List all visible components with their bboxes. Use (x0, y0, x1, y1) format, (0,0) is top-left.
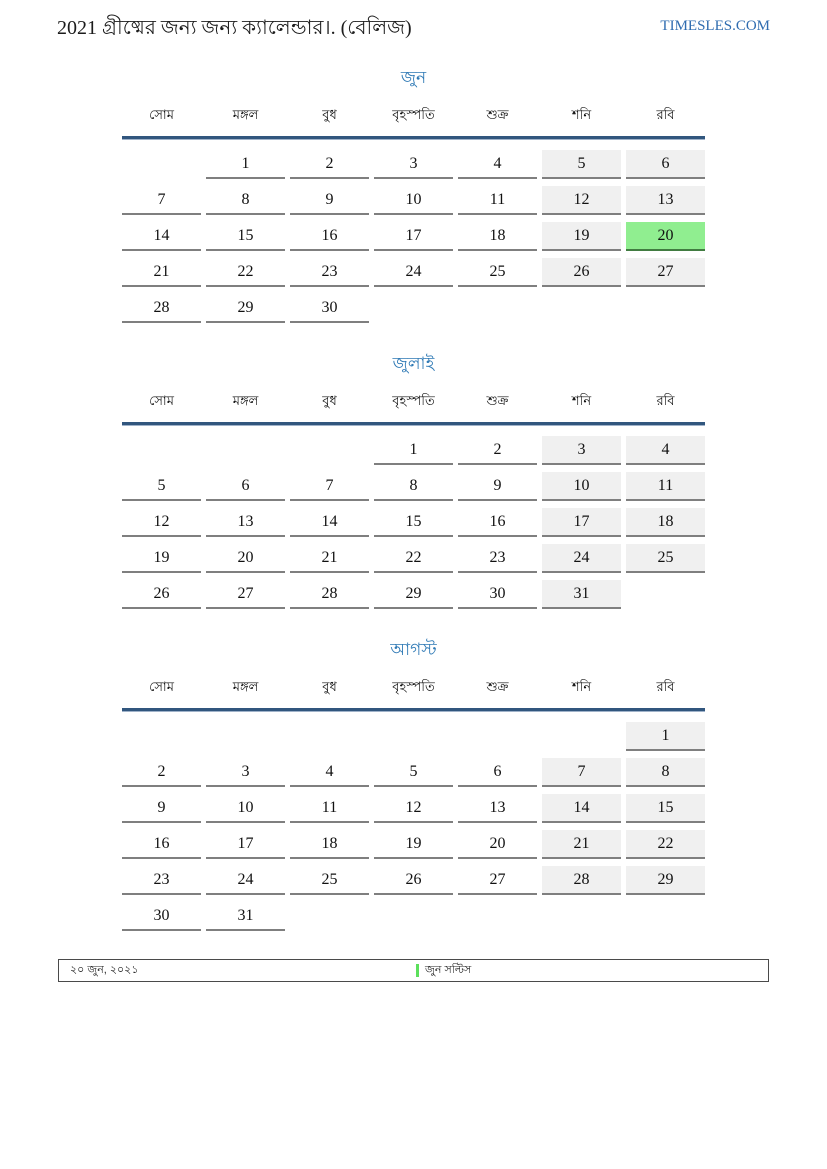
empty-cell (290, 436, 369, 465)
date-cell: 25 (626, 544, 705, 573)
weekday-label: শনি (571, 679, 592, 694)
empty-cell (374, 902, 453, 931)
weekday-header-august (122, 678, 705, 711)
date-cell: 7 (542, 758, 621, 787)
month-august (122, 637, 705, 931)
date-cell: 19 (374, 830, 453, 859)
date-cell: 24 (374, 258, 453, 287)
date-cell: 15 (626, 794, 705, 823)
date-cell: 23 (458, 544, 537, 573)
date-cell: 30 (458, 580, 537, 609)
weekday-label: রবি (656, 393, 675, 408)
weekday-label: শুক্র (486, 393, 509, 408)
date-cell: 16 (458, 508, 537, 537)
date-cell: 3 (206, 758, 285, 787)
date-cell: 17 (374, 222, 453, 251)
date-cell: 12 (374, 794, 453, 823)
date-cell: 2 (122, 758, 201, 787)
date-cell: 28 (290, 580, 369, 609)
empty-cell (290, 722, 369, 751)
weekday-header-june (122, 106, 705, 139)
weekday-label: রবি (656, 679, 675, 694)
date-cell: 16 (122, 830, 201, 859)
empty-cell (374, 722, 453, 751)
date-cell: 31 (206, 902, 285, 931)
date-cell: 19 (542, 222, 621, 251)
weekday-label: বুধ (322, 393, 337, 408)
event-marker (416, 964, 419, 977)
empty-cell (542, 294, 621, 323)
date-cell: 27 (206, 580, 285, 609)
date-cell: 29 (374, 580, 453, 609)
date-cell: 3 (374, 150, 453, 179)
calendar-months (0, 65, 827, 931)
date-cell: 21 (290, 544, 369, 573)
date-cell: 31 (542, 580, 621, 609)
date-cell: 27 (626, 258, 705, 287)
empty-cell (458, 902, 537, 931)
date-cell: 30 (290, 294, 369, 323)
date-cell: 6 (626, 150, 705, 179)
date-cell: 8 (626, 758, 705, 787)
daygrid-august (122, 722, 705, 931)
weekday-label: বৃহস্পতি (392, 679, 435, 694)
date-cell: 11 (290, 794, 369, 823)
date-cell: 14 (542, 794, 621, 823)
legend-bar (58, 959, 769, 982)
legend-date: ২০ জুন, ২০২১ (70, 964, 139, 976)
date-cell: 28 (542, 866, 621, 895)
site-link[interactable]: TIMESLES.COM (660, 18, 770, 34)
date-cell: 6 (458, 758, 537, 787)
date-cell: 25 (290, 866, 369, 895)
weekday-label: বুধ (322, 107, 337, 122)
date-cell: 5 (374, 758, 453, 787)
date-cell: 29 (626, 866, 705, 895)
date-cell: 20 (206, 544, 285, 573)
date-cell: 18 (458, 222, 537, 251)
month-june (122, 65, 705, 323)
date-cell: 11 (626, 472, 705, 501)
date-cell: 21 (122, 258, 201, 287)
date-cell: 27 (458, 866, 537, 895)
weekday-label: মঙ্গল (232, 107, 259, 122)
date-cell: 8 (374, 472, 453, 501)
month-title-august: আগস্ট (390, 640, 437, 659)
date-cell: 25 (458, 258, 537, 287)
empty-cell (122, 436, 201, 465)
date-cell: 26 (374, 866, 453, 895)
weekday-label: বৃহস্পতি (392, 107, 435, 122)
date-cell: 12 (122, 508, 201, 537)
weekday-label: শনি (571, 393, 592, 408)
date-cell: 10 (542, 472, 621, 501)
date-cell: 14 (122, 222, 201, 251)
date-cell: 10 (374, 186, 453, 215)
date-cell: 23 (290, 258, 369, 287)
date-cell: 21 (542, 830, 621, 859)
date-cell: 10 (206, 794, 285, 823)
today-cell: 20 (626, 222, 705, 251)
date-cell: 13 (458, 794, 537, 823)
date-cell: 24 (206, 866, 285, 895)
date-cell: 7 (122, 186, 201, 215)
weekday-label: সোম (149, 107, 174, 122)
date-cell: 18 (626, 508, 705, 537)
empty-cell (122, 722, 201, 751)
date-cell: 5 (122, 472, 201, 501)
month-title-july: জুলাই (392, 354, 435, 373)
date-cell: 29 (206, 294, 285, 323)
date-cell: 5 (542, 150, 621, 179)
date-cell: 22 (626, 830, 705, 859)
date-cell: 23 (122, 866, 201, 895)
date-cell: 13 (206, 508, 285, 537)
empty-cell (206, 436, 285, 465)
weekday-label: রবি (656, 107, 675, 122)
month-july (122, 351, 705, 609)
legend-event-label: জুন সল্টিস (425, 964, 472, 976)
empty-cell (206, 722, 285, 751)
daygrid-june (122, 150, 705, 323)
page-header (0, 0, 827, 41)
page-title: 2021 গ্রীষ্মের জন্য জন্য ক্যালেন্ডার।. (বেলিজ) (57, 17, 412, 39)
date-cell: 24 (542, 544, 621, 573)
empty-cell (542, 902, 621, 931)
date-cell: 26 (122, 580, 201, 609)
date-cell: 13 (626, 186, 705, 215)
date-cell: 22 (206, 258, 285, 287)
empty-cell (626, 580, 705, 609)
weekday-label: বৃহস্পতি (392, 393, 435, 408)
date-cell: 20 (458, 830, 537, 859)
date-cell: 1 (374, 436, 453, 465)
date-cell: 9 (122, 794, 201, 823)
empty-cell (458, 722, 537, 751)
date-cell: 17 (206, 830, 285, 859)
date-cell: 4 (626, 436, 705, 465)
date-cell: 16 (290, 222, 369, 251)
weekday-label: বুধ (322, 679, 337, 694)
date-cell: 4 (458, 150, 537, 179)
date-cell: 17 (542, 508, 621, 537)
date-cell: 26 (542, 258, 621, 287)
date-cell: 9 (290, 186, 369, 215)
weekday-label: সোম (149, 679, 174, 694)
date-cell: 15 (206, 222, 285, 251)
date-cell: 1 (206, 150, 285, 179)
weekday-label: শুক্র (486, 679, 509, 694)
empty-cell (542, 722, 621, 751)
date-cell: 9 (458, 472, 537, 501)
date-cell: 8 (206, 186, 285, 215)
date-cell: 28 (122, 294, 201, 323)
date-cell: 3 (542, 436, 621, 465)
empty-cell (626, 294, 705, 323)
date-cell: 22 (374, 544, 453, 573)
date-cell: 7 (290, 472, 369, 501)
weekday-label: মঙ্গল (232, 679, 259, 694)
month-title-june: জুন (400, 68, 427, 87)
date-cell: 12 (542, 186, 621, 215)
empty-cell (290, 902, 369, 931)
weekday-label: শনি (571, 107, 592, 122)
date-cell: 11 (458, 186, 537, 215)
legend-event (416, 960, 471, 981)
daygrid-july (122, 436, 705, 609)
date-cell: 18 (290, 830, 369, 859)
weekday-header-july (122, 392, 705, 425)
empty-cell (122, 150, 201, 179)
date-cell: 6 (206, 472, 285, 501)
date-cell: 30 (122, 902, 201, 931)
date-cell: 2 (290, 150, 369, 179)
date-cell: 1 (626, 722, 705, 751)
date-cell: 14 (290, 508, 369, 537)
empty-cell (626, 902, 705, 931)
date-cell: 2 (458, 436, 537, 465)
empty-cell (458, 294, 537, 323)
empty-cell (374, 294, 453, 323)
date-cell: 15 (374, 508, 453, 537)
date-cell: 19 (122, 544, 201, 573)
weekday-label: শুক্র (486, 107, 509, 122)
weekday-label: সোম (149, 393, 174, 408)
date-cell: 4 (290, 758, 369, 787)
weekday-label: মঙ্গল (232, 393, 259, 408)
